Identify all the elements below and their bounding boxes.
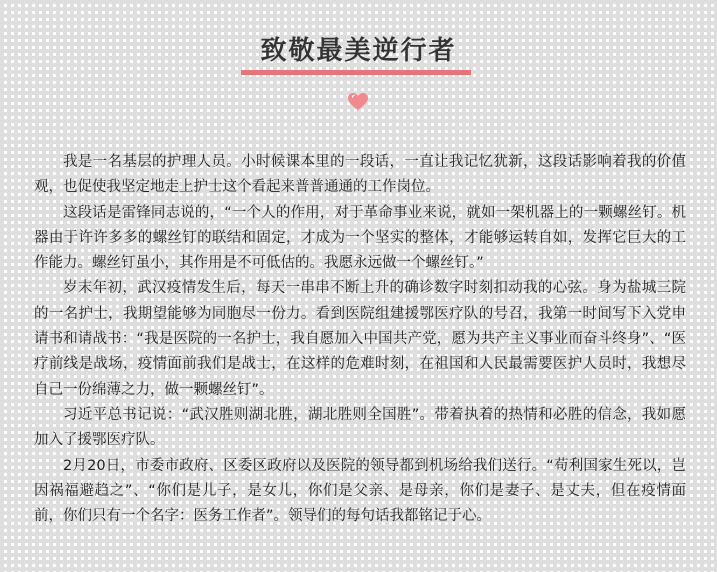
paragraph: 这段话是雷锋同志说的，“一个人的作用，对于革命事业来说，就如一架机器上的一颗螺丝钉。机器由于许许多多的螺丝钉的联结和固定，才成为一个坚实的整体，才能够运转自如，发挥它巨大的工作能力。螺丝钉虽小，其作用是不可低估的。我愿永远做一个螺丝钉。” xyxy=(34,204,686,272)
paragraph: 我是一名基层的护理人员。小时候课本里的一段话，一直让我记忆犹新，这段话影响着我的价值观，也促使我坚定地走上护士这个看起来普普通通的工作岗位。 xyxy=(34,154,686,196)
title-container xyxy=(0,30,717,73)
paragraph: 岁末年初，武汉疫情发生后，每天一串串不断上升的确诊数字时刻扣动我的心弦。身为盐城三院的一名护士，我期望能够为同胞尽一份力。看到医院组建援鄂医疗队的号召，我第一时间写下入党申请书和请战书：“我是医院的一名护士，我自愿加入中国共产党，愿为共产主义事业而奋斗终身”、“医疗前线是战场，疫情面前我们是战士，在这样的危难时刻，在祖国和人民最需要医护人员时，我想尽自己一份绵薄之力，做一颗螺丝钉”。 xyxy=(34,280,686,398)
page-title: 致敬最美逆行者 xyxy=(260,36,457,66)
heart-icon xyxy=(347,92,369,116)
article-body xyxy=(34,150,686,529)
paragraph: 2月20日，市委市政府、区委区政府以及医院的领导都到机场给我们送行。“苟利国家生死以，岂因祸福避趋之”、“你们是儿子，是女儿，你们是父亲、是母亲，你们是妻子、是丈夫，但在疫情面前，你们只有一个名字：医务工作者”。领导们的每句话我都铭记于心。 xyxy=(34,457,686,525)
paragraph: 习近平总书记说：“武汉胜则湖北胜，湖北胜则全国胜”。带着执着的热情和必胜的信念，我如愿加入了援鄂医疗队。 xyxy=(34,406,686,449)
title-underline xyxy=(241,70,471,75)
